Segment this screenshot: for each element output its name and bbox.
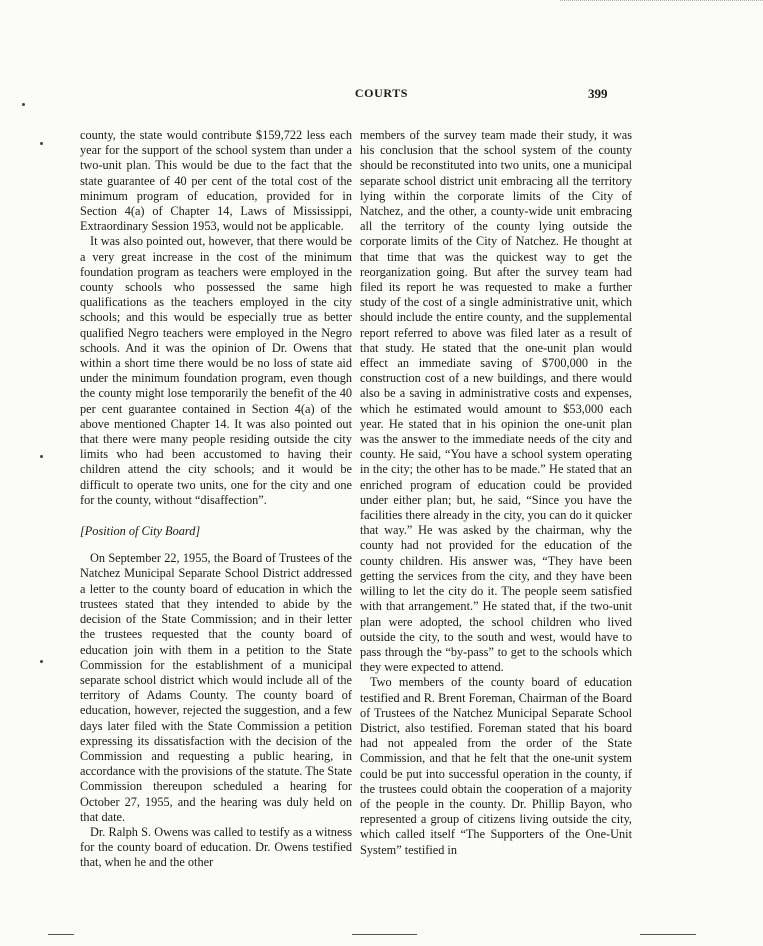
scan-speck [40,660,43,663]
section-heading: [Position of City Board] [80,524,201,539]
right-paragraph-1: members of the survey team made their study, it was his conclusion that the school system of the county should be reconstituted into two units, one a municipal separate school district unit embracing all the territory lying within the corporate limits of the City of Natchez, and the other, a county-wide unit embracing all the territory of the county lying outside the corporate limits of the City of Natchez. He thought at that time that was the quickest way to get the reorganization going. But after the survey team had filed its report he was requested to make a further study of the cost of a single administrative unit, which should include the entire county, and the supplemental report referred to above was filed later as a result of that study. He stated that the one-unit plan would effect an immediate saving of $700,000 in the construction cost of a new buildings, and there would also be a saving in administrative costs and expenses, which he estimated would amount to $53,000 each year. He stated that in his opinion the one-unit plan was the answer to the immediate needs of the city and county. He said, “You have a school system operating in the city; the other has to be made.” He stated that an enriched program of education could be provided under either plan; but, he said, “Since you have the facilities there already in the city, you can do it quicker that way.” He was asked by the chairman, why the county had not provided for the education of the county children. His answer was, “They have been getting the services from the city, and they have been willing to let the city do it. The people seem satisfied with that arrangement.” He stated that, if the two-unit plan were adopted, the school children who lived outside the city, to the south and west, would have to pass through the “by-pass” to get to the schools which they were expected to attend. [360,128,632,675]
right-paragraph-2: Two members of the county board of education testified and R. Brent Foreman, Chairman of the Board of Trustees of the Natchez Municipal Separate School District, also testified. Foreman stated that his board had not appealed from the order of the State Commission, and that he felt that the one-unit system could be put into successful operation in the county, if the trustees could obtain the cooperation of a majority of the people in the county. Dr. Phillip Bayon, who represented a group of citizens living outside the city, which called itself “The Supporters of the One-Unit System” testified in [360,675,632,857]
footer-rule-left [48,934,74,935]
footer-rule-right [640,934,696,935]
left-paragraph-1: county, the state would contribute $159,722 less each year for the support of the school system than under a two-unit plan. This would be due to the fact that the state guarantee of 40 per cent of the total cost of the minimum program of education, provided for in Section 4(a) of Chapter 14, Laws of Mississippi, Extraordinary Session 1953, would not be applicable. [80,128,352,234]
left-column [80,128,352,871]
left-paragraph-3: On September 22, 1955, the Board of Trustees of the Natchez Municipal Separate School District addressed a letter to the county board of education in which the trustees stated that they intended to abide by the decision of the State Commission; and in their letter the trustees requested that the county board of education join with them in a petition to the State Commission for the establishment of a municipal separate school district which would include all of the territory of Adams County. The county board of education, however, rejected the suggestion, and a few days later filed with the State Commission a petition expressing its dissatisfaction with the decision of the Commission and requesting a public hearing, in accordance with the provisions of the statute. The State Commission thereupon scheduled a hearing for October 27, 1955, and the hearing was duly held on that date. [80,551,352,824]
scan-speck [40,142,43,145]
scan-edge-dots [560,0,763,5]
scan-speck [40,455,43,458]
scan-speck [22,103,25,106]
footer-rule-center [352,934,417,935]
page-number: 399 [588,86,608,101]
running-head: COURTS [354,86,409,100]
right-column [360,128,632,858]
left-paragraph-4: Dr. Ralph S. Owens was called to testify as a witness for the county board of education. Dr. Owens testified that, when he and the other [80,824,352,870]
left-paragraph-2: It was also pointed out, however, that there would be a very great increase in the cost of the minimum foundation program as teachers were employed in the county schools who possessed the same high qualifications as the teachers employed in the city schools; and this would be especially true as better qualified Negro teachers were employed in the Negro schools. And it was the opinion of Dr. Owens that within a short time there would be no loss of state aid under the minimum foundation program, even though the county might lose temporarily the benefit of the 40 per cent guarantee contained in Section 4(a) of the above mentioned Chapter 14. It was also pointed out that there were many people residing outside the city limits who had been accustomed to having their children attend the city schools; and it would be difficult to operate two units, one for the city and one for the county, without “disaffection”. [80,234,352,507]
